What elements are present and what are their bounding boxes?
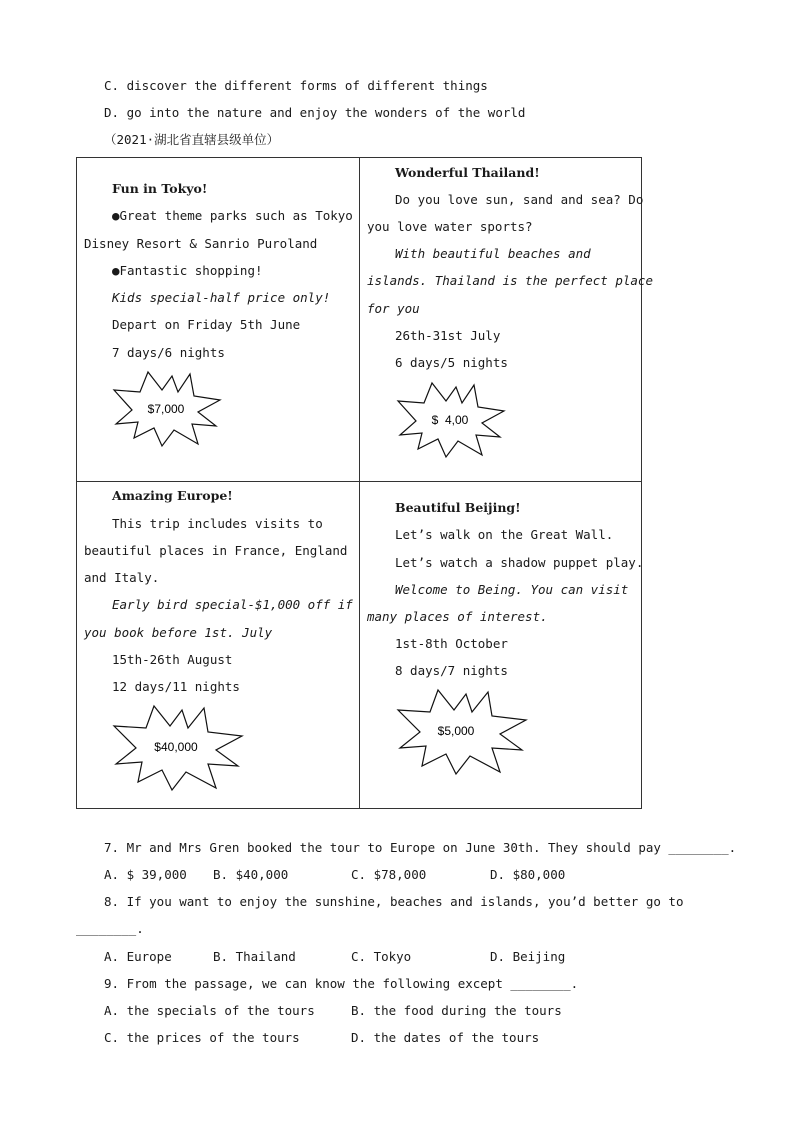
ad-text: Let’s watch a shadow puppet play. — [395, 555, 644, 570]
ad-special: Early bird special-$1,000 off if — [112, 597, 353, 612]
ad-depart: Depart on Friday 5th June — [112, 317, 301, 332]
question-stem: 7. Mr and Mrs Gren booked the tour to Europe on June 30th. They should pay ________. — [104, 840, 737, 855]
ad-special: With beautiful beaches and — [395, 246, 591, 261]
ad-text: ●Fantastic shopping! — [112, 263, 263, 278]
ad-duration: 6 days/5 nights — [395, 355, 508, 370]
ad-title: Beautiful Beijing! — [395, 500, 521, 515]
price-label: $7,000 — [147, 402, 185, 416]
table-divider-horizontal — [76, 481, 642, 482]
answer-option[interactable]: B. Thailand — [213, 949, 296, 964]
ad-special: Welcome to Being. You can visit — [395, 582, 629, 597]
ad-dates: 1st-8th October — [395, 636, 508, 651]
table-divider-vertical — [359, 157, 360, 809]
ad-duration: 8 days/7 nights — [395, 663, 508, 678]
price-label: $40,000 — [154, 740, 198, 754]
ad-title: Amazing Europe! — [112, 488, 233, 503]
option-c: C. discover the different forms of different things — [104, 78, 488, 93]
ad-title: Wonderful Thailand! — [395, 165, 540, 180]
ad-special: many places of interest. — [367, 609, 548, 624]
price-burst — [396, 381, 506, 459]
answer-option[interactable]: D. $80,000 — [490, 867, 566, 882]
question-stem: 8. If you want to enjoy the sunshine, beaches and islands, you’d better go to — [104, 894, 684, 909]
question-stem: ________. — [76, 921, 144, 936]
ad-text: Disney Resort & Sanrio Puroland — [84, 236, 318, 251]
answer-option[interactable]: B. the food during the tours — [351, 1003, 562, 1018]
ad-text: ●Great theme parks such as Tokyo — [112, 208, 353, 223]
price-burst — [396, 688, 528, 776]
ad-dates: 15th-26th August — [112, 652, 233, 667]
price-burst — [112, 704, 244, 792]
answer-option[interactable]: C. Tokyo — [351, 949, 412, 964]
answer-option[interactable]: C. the prices of the tours — [104, 1030, 300, 1045]
source-label: （2021·湖北省直辖县级单位） — [104, 132, 280, 147]
ad-text: beautiful places in France, England — [84, 543, 348, 558]
ad-special: islands. Thailand is the perfect place — [367, 273, 653, 288]
ad-duration: 7 days/6 nights — [112, 345, 225, 360]
ad-text: Let’s walk on the Great Wall. — [395, 527, 614, 542]
price-label: $ 4,00 — [431, 413, 469, 427]
ad-special: for you — [367, 301, 420, 316]
ad-dates: 26th-31st July — [395, 328, 501, 343]
answer-option[interactable]: A. Europe — [104, 949, 172, 964]
price-label: $5,000 — [437, 724, 475, 738]
ad-special: you book before 1st. July — [84, 625, 273, 640]
answer-option[interactable]: A. $ 39,000 — [104, 867, 187, 882]
answer-option[interactable]: D. the dates of the tours — [351, 1030, 540, 1045]
question-stem: 9. From the passage, we can know the following except ________. — [104, 976, 579, 991]
option-d: D. go into the nature and enjoy the wonders of the world — [104, 105, 526, 120]
ad-duration: 12 days/11 nights — [112, 679, 240, 694]
answer-option[interactable]: D. Beijing — [490, 949, 566, 964]
answer-option[interactable]: A. the specials of the tours — [104, 1003, 315, 1018]
ad-title: Fun in Tokyo! — [112, 181, 208, 196]
answer-option[interactable]: C. $78,000 — [351, 867, 427, 882]
ad-text: and Italy. — [84, 570, 160, 585]
answer-option[interactable]: B. $40,000 — [213, 867, 289, 882]
ad-text: Do you love sun, sand and sea? Do — [395, 192, 644, 207]
price-burst — [112, 370, 222, 448]
ad-text: This trip includes visits to — [112, 516, 323, 531]
ad-text: you love water sports? — [367, 219, 533, 234]
ad-special: Kids special-half price only! — [112, 290, 331, 305]
